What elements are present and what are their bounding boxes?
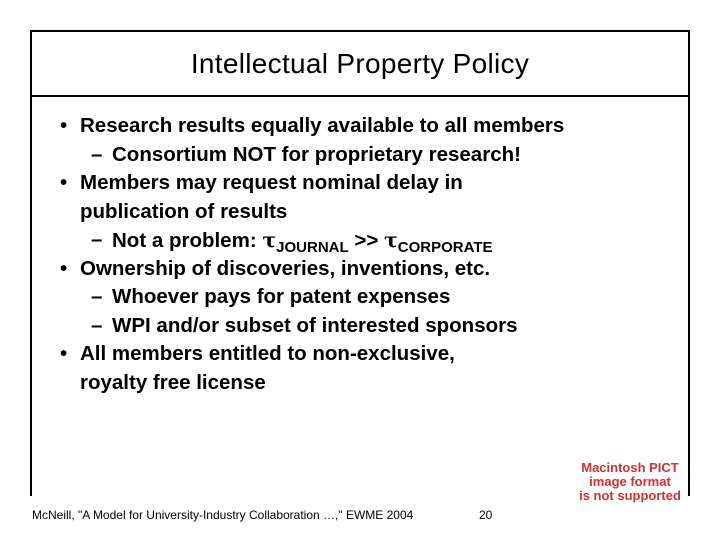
bullet-item <box>60 112 680 141</box>
sub-bullet-item <box>60 141 680 170</box>
bullet-text: publication of results <box>80 199 288 223</box>
sub-bullet-text-prefix: Not a problem: <box>112 229 263 252</box>
bullet-text: Research results equally available to all members <box>80 114 565 137</box>
slide-title: Intellectual Property Policy <box>190 47 530 79</box>
sub-bullet-item <box>60 283 680 312</box>
page-number: 20 <box>479 508 493 522</box>
dash-mark: – <box>91 285 103 308</box>
bullet-text: Ownership of discoveries, inventions, etc. <box>80 256 491 280</box>
dash-mark: – <box>91 313 103 337</box>
bullet-mark: • <box>60 342 68 365</box>
sub-bullet-text: Consortium NOT for proprietary research! <box>112 142 521 166</box>
bullet-mark: • <box>60 171 68 194</box>
tau-symbol: τ <box>262 228 277 252</box>
footer-citation: McNeill, "A Model for University-Industry Collaboration …," EWME 2004 <box>32 508 414 522</box>
dash-mark: – <box>91 142 103 166</box>
sub-bullet-item <box>60 226 680 255</box>
bullet-mark: • <box>60 114 68 137</box>
bullet-text: All members entitled to non-exclusive, <box>80 342 455 365</box>
bullet-item <box>60 169 680 198</box>
comparison-operator: >> <box>348 229 384 252</box>
pict-line: is not supported <box>579 488 681 503</box>
bullet-continuation <box>60 198 680 227</box>
bullet-mark: • <box>60 256 68 280</box>
bullet-continuation <box>60 369 680 398</box>
bullet-item <box>60 340 680 369</box>
bullet-text: Members may request nominal delay in <box>80 171 463 194</box>
bullet-item <box>60 255 680 284</box>
title-box <box>30 30 690 97</box>
sub-bullet-text: WPI and/or subset of interested sponsors <box>112 313 518 337</box>
tau-symbol: τ <box>384 228 398 252</box>
bullet-list <box>60 112 680 397</box>
sub-bullet-text: Whoever pays for patent expenses <box>112 285 451 308</box>
pict-line: Macintosh PICT <box>581 460 679 475</box>
subscript-corporate: CORPORATE <box>397 239 493 256</box>
subscript-journal: JOURNAL <box>276 239 349 256</box>
pict-line: image format <box>589 474 671 489</box>
dash-mark: – <box>91 228 103 251</box>
pict-placeholder-image <box>557 461 703 506</box>
bullet-text: royalty free license <box>80 370 266 394</box>
sub-bullet-item <box>60 312 680 341</box>
